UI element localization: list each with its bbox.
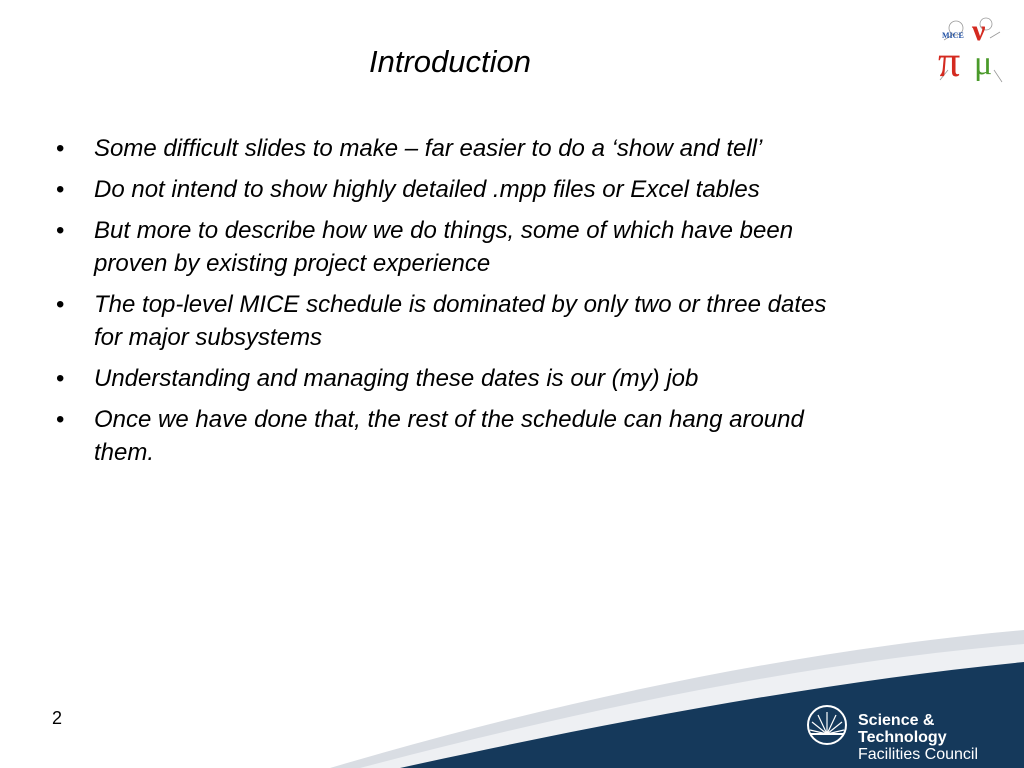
bullet-list <box>52 132 852 477</box>
bullet-marker: • <box>56 217 65 244</box>
stfc-org-name <box>858 712 1024 763</box>
bullet-item <box>52 173 852 206</box>
bullet-item <box>52 288 852 354</box>
mu-symbol: μ <box>974 45 993 82</box>
bullet-item <box>52 132 852 165</box>
bullet-item <box>52 362 852 395</box>
bullet-text: Understanding and managing these dates is our (my) job <box>94 365 699 392</box>
bullet-marker: • <box>56 406 65 433</box>
bullet-text: The top-level MICE schedule is dominated by only two or three dates for major subsystems <box>94 291 827 351</box>
org-name-line2: Facilities Council <box>858 746 979 763</box>
bullet-text: Do not intend to show highly detailed .mpp files or Excel tables <box>94 176 760 203</box>
bullet-marker: • <box>56 365 65 392</box>
bullet-text: Some difficult slides to make – far easier to do a ‘show and tell’ <box>94 135 763 162</box>
nu-symbol: ν <box>972 14 986 47</box>
mice-logo-icon <box>934 10 1008 88</box>
bullet-item <box>52 403 852 469</box>
pi-symbol: π <box>938 37 961 86</box>
bullet-text: Once we have done that, the rest of the schedule can hang around them. <box>94 406 804 466</box>
bullet-text: But more to describe how we do things, some of which have been proven by existing project experience <box>94 217 794 277</box>
bullet-marker: • <box>56 135 65 162</box>
org-name-line1: Science & Technology <box>858 712 947 746</box>
mice-logo-label: MICE <box>942 31 964 40</box>
bullet-item <box>52 214 852 280</box>
page-number: 2 <box>52 708 63 728</box>
stfc-sunburst-icon <box>806 704 848 746</box>
bullet-marker: • <box>56 176 65 203</box>
slide-title: Introduction <box>369 44 531 79</box>
bullet-marker: • <box>56 291 65 318</box>
